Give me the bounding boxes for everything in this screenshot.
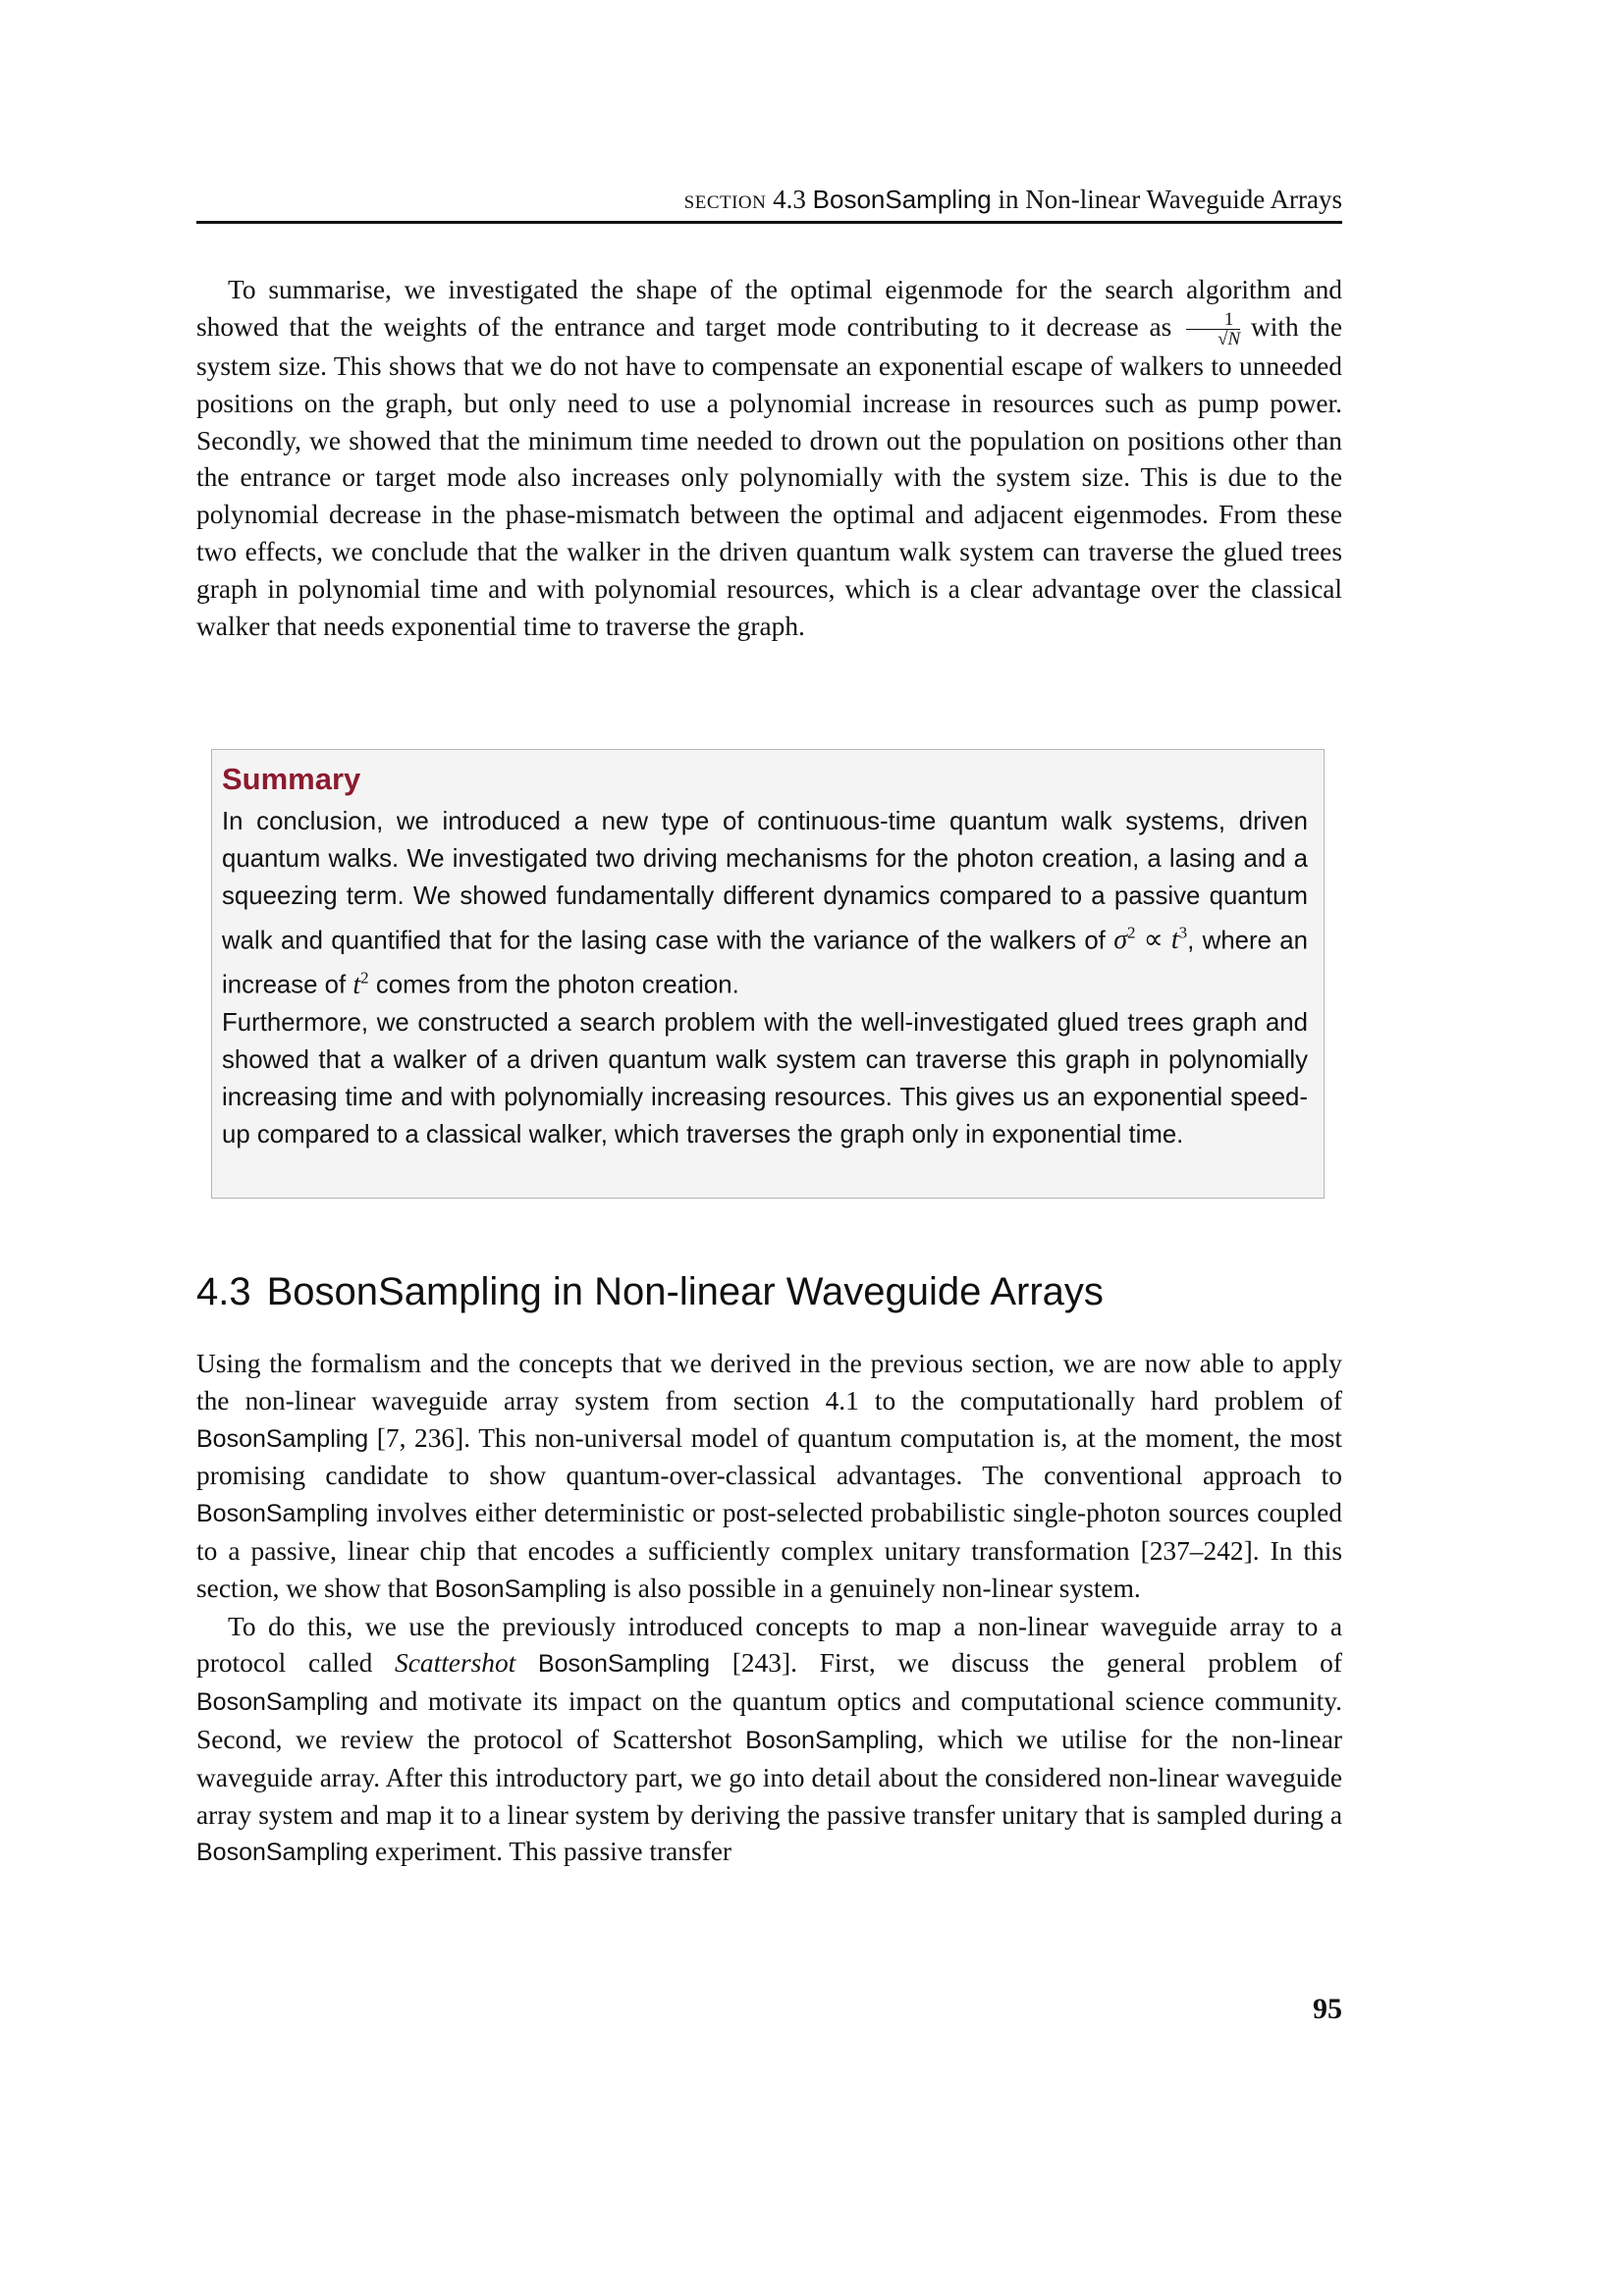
summary-paragraph-2: Furthermore, we constructed a search problem with the well-investigated glued trees graph and showed that a walker of a driven quantum walk system can traverse this graph in polynomially increasing time and with polynomially increasing resources. This gives us an exponential speed-up compared to a classical walker, which traverses the graph only in exponential time.: [222, 1008, 1308, 1148]
section-paragraph-2: [196, 1609, 1342, 1873]
p2-text-b: [243]. First, we discuss the general problem of: [731, 1648, 1342, 1679]
intro-text-2: with the system size. This shows that we do not have to compensate an exponential escape of walkers to unneeded positions on the graph, but only need to use a polynomial increase in resources such as pump power. Secondly, we showed that the minimum time needed to drown out the population on positions other than the entrance or target mode also increases only polynomially with the system size. This is due to the polynomial decrease in the phase-mismatch between the optimal and adjacent eigenmodes. From these two effects, we conclude that the walker in the driven quantum walk system can traverse the glued trees graph in polynomial time and with polynomial resources, which is a clear advantage over the classical walker that needs exponential time to traverse the graph.: [196, 311, 1342, 641]
running-head-section-number: 4.3: [773, 185, 806, 214]
p1-text-b: [7, 236]. This non-universal model of quantum computation is, at the moment, the most promising candidate to show quantum-over-classical advantages. The conventional approach to: [196, 1422, 1342, 1491]
summary-paragraph-1: [222, 803, 1308, 1004]
math-t: t: [1170, 925, 1179, 956]
running-head-title-rest: in Non-linear Waveguide Arrays: [998, 185, 1342, 214]
running-head: [196, 183, 1342, 216]
intro-paragraph-block: [196, 272, 1342, 645]
math-t2-exp: 2: [360, 968, 369, 988]
term-bosonsampling: BosonSampling: [745, 1726, 918, 1754]
section-paragraph-1: [196, 1346, 1342, 1609]
p2-text-a: To do this, we use the previously introduced concepts to map a non-linear waveguide array to a protocol called: [196, 1611, 1342, 1679]
term-bosonsampling: BosonSampling: [434, 1575, 607, 1603]
math-t2: t: [352, 969, 361, 1000]
term-bosonsampling: BosonSampling: [196, 1500, 369, 1528]
fraction-denominator: √N: [1218, 329, 1241, 350]
running-head-title-sans: BosonSampling: [812, 185, 992, 214]
term-scattershot: Scattershot: [395, 1648, 516, 1679]
math-sigma-prop-t3: [1113, 925, 1187, 955]
p2-text-c: and motivate its impact on the quantum optics and computational science community. Second, we review the protocol of Scattershot: [196, 1686, 1342, 1754]
section-title: BosonSampling in Non-linear Waveguide Arrays: [266, 1270, 1104, 1313]
math-proportional: ∝: [1135, 925, 1171, 956]
header-rule: [196, 221, 1342, 224]
page-number: 95: [1313, 1993, 1342, 2025]
summary-box: [211, 749, 1325, 1199]
section-heading: [196, 1266, 1104, 1317]
term-bosonsampling: BosonSampling: [196, 1839, 369, 1867]
term-bosonsampling: BosonSampling: [196, 1424, 369, 1453]
summary-text-a: In conclusion, we introduced a new type of continuous-time quantum walk systems, driven quantum walks. We investigated two driving mechanisms for the photon creation, a lasing and a squeezing term. We showed fundamentally different dynamics compared to a passive quantum walk and quantified that for the lasing case with the variance of the walkers of: [222, 808, 1308, 955]
intro-text-1: To summarise, we investigated the shape of the optimal eigenmode for the search algorithm and showed that the weights of the entrance and target mode contributing to it decrease as: [196, 275, 1342, 342]
math-sigma: σ: [1113, 925, 1128, 956]
p1-text-a: Using the formalism and the concepts that we derived in the previous section, we are now able to apply the non-linear waveguide array system from section 4.1 to the computationally hard problem of: [196, 1349, 1342, 1415]
intro-paragraph: [196, 272, 1342, 645]
p2-text-d: , which we utilise for the non-linear waveguide array. After this introductory part, we go into detail about the considered non-linear waveguide array system and map it to a linear system by deriving the passive transfer unitary that is sampled during a: [196, 1724, 1342, 1830]
p2-text-e: experiment. This passive transfer: [374, 1837, 732, 1867]
fraction-numerator: 1: [1186, 310, 1240, 330]
fraction-one-over-sqrt-n: [1186, 310, 1240, 348]
p1-text-d: is also possible in a genuinely non-linear system.: [613, 1573, 1141, 1603]
math-t-squared: [352, 970, 368, 1000]
math-t-exp: 3: [1178, 924, 1188, 942]
summary-text-b: , where an increase of: [222, 927, 1308, 999]
math-sigma-exp: 2: [1127, 924, 1136, 942]
term-bosonsampling: BosonSampling: [537, 1650, 711, 1679]
running-head-section-word: section: [683, 185, 767, 214]
summary-text-c: comes from the photon creation.: [375, 971, 739, 999]
p1-text-c: involves either deterministic or post-selected probabilistic single-photon sources coupled to a passive, linear chip that encodes a sufficiently complex unitary transformation [237–242]. In this section, we show that: [196, 1498, 1342, 1603]
term-bosonsampling: BosonSampling: [196, 1688, 369, 1717]
section-body: [196, 1346, 1342, 1872]
summary-title: Summary: [222, 762, 361, 796]
section-number: 4.3: [196, 1270, 251, 1313]
